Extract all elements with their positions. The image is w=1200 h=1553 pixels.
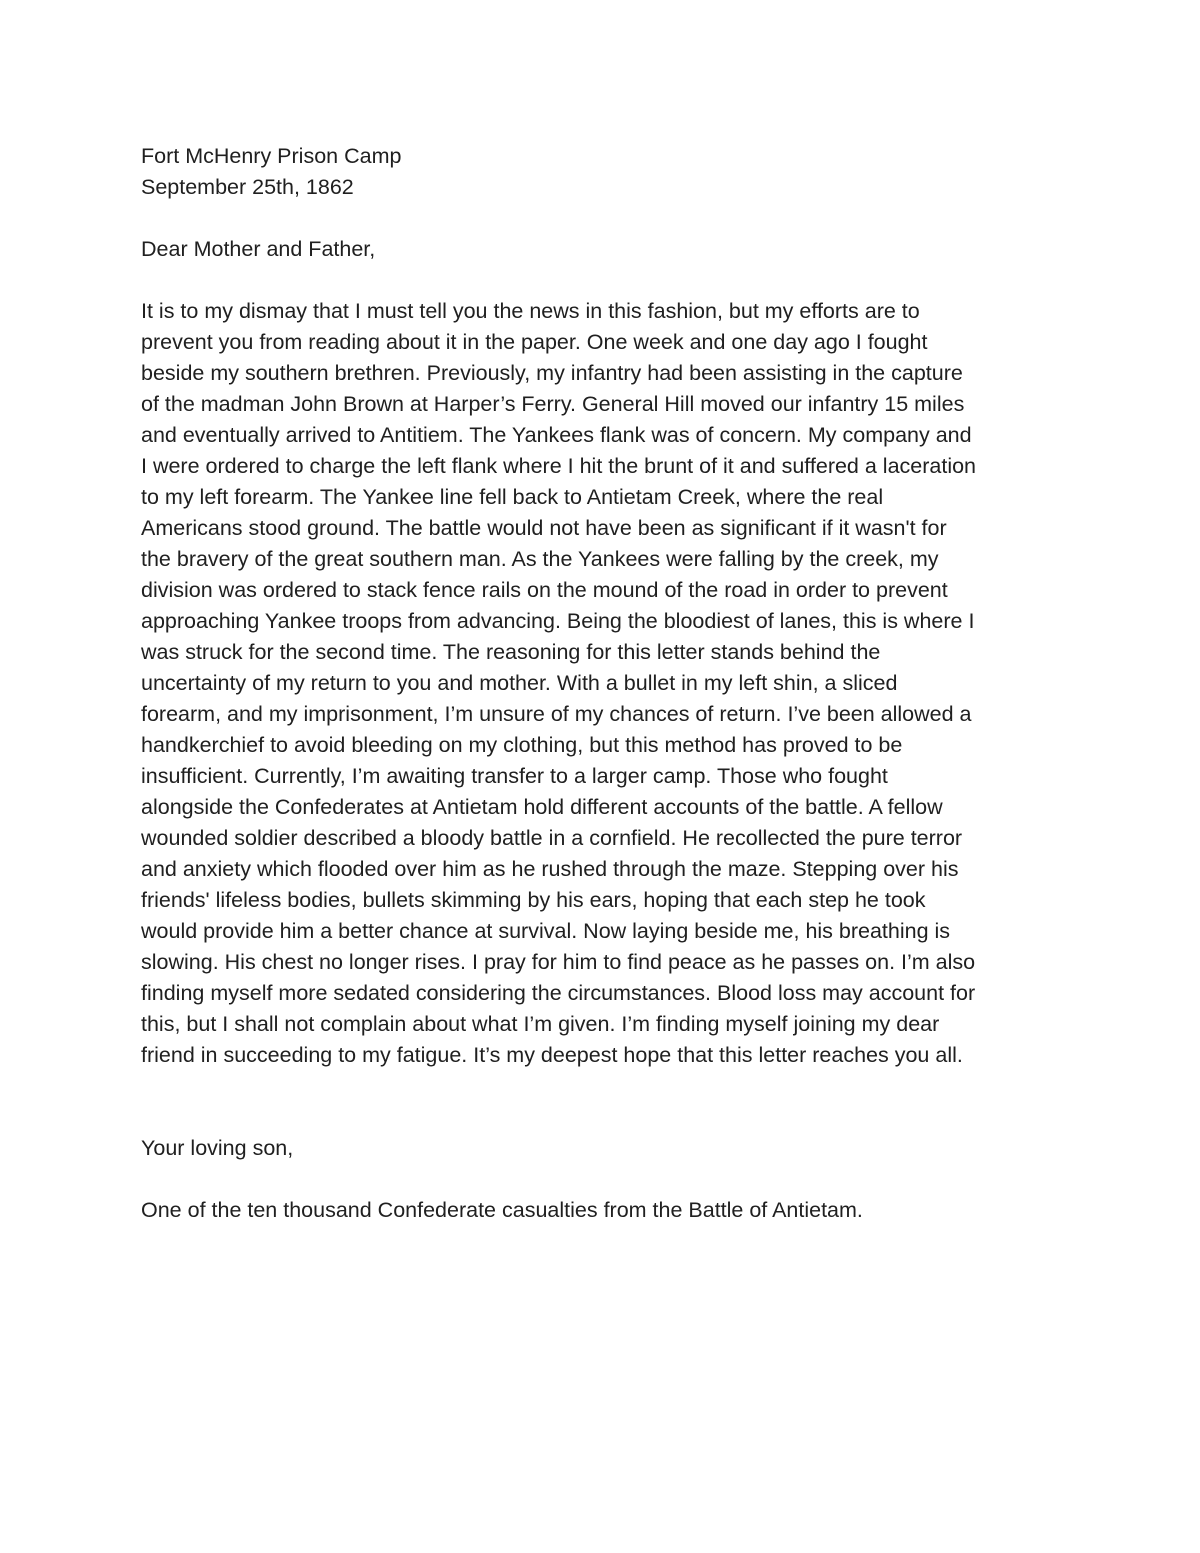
body-line: was struck for the second time. The reasoning for this letter stands behind the <box>141 640 881 664</box>
body-line: beside my southern brethren. Previously, my infantry had been assisting in the capture <box>141 361 963 385</box>
body-line: would provide him a better chance at survival. Now laying beside me, his breathing is <box>141 919 951 943</box>
body-line: alongside the Confederates at Antietam hold different accounts of the battle. A fellow <box>141 795 943 819</box>
body-line: handkerchief to avoid bleeding on my clothing, but this method has proved to be <box>141 733 903 757</box>
letter-location: Fort McHenry Prison Camp <box>141 144 402 168</box>
letter-date: September 25th, 1862 <box>141 175 354 199</box>
body-line: the bravery of the great southern man. As the Yankees were falling by the creek, my <box>141 547 939 571</box>
body-line: this, but I shall not complain about what I’m given. I’m finding myself joining my dear <box>141 1012 940 1036</box>
letter-signature: One of the ten thousand Confederate casualties from the Battle of Antietam. <box>141 1198 863 1222</box>
body-line: uncertainty of my return to you and mother. With a bullet in my left shin, a sliced <box>141 671 898 695</box>
body-line: and anxiety which flooded over him as he rushed through the maze. Stepping over his <box>141 857 959 881</box>
body-line: friend in succeeding to my fatigue. It’s my deepest hope that this letter reaches you all. <box>141 1043 963 1067</box>
body-line: slowing. His chest no longer rises. I pray for him to find peace as he passes on. I’m also <box>141 950 976 974</box>
body-line: division was ordered to stack fence rails on the mound of the road in order to prevent <box>141 578 948 602</box>
body-line: approaching Yankee troops from advancing. Being the bloodiest of lanes, this is where I <box>141 609 975 633</box>
spacer <box>141 265 1071 296</box>
letter <box>141 141 1071 1226</box>
body-line: wounded soldier described a bloody battle in a cornfield. He recollected the pure terror <box>141 826 963 850</box>
spacer <box>141 203 1071 234</box>
body-line: of the madman John Brown at Harper’s Ferry. General Hill moved our infantry 15 miles <box>141 392 965 416</box>
letter-salutation: Dear Mother and Father, <box>141 237 376 261</box>
body-line: It is to my dismay that I must tell you the news in this fashion, but my efforts are to <box>141 299 920 323</box>
body-line: and eventually arrived to Antitiem. The Yankees flank was of concern. My company and <box>141 423 972 447</box>
body-line: prevent you from reading about it in the paper. One week and one day ago I fought <box>141 330 928 354</box>
body-line: friends' lifeless bodies, bullets skimming by his ears, hoping that each step he took <box>141 888 926 912</box>
spacer <box>141 1071 1071 1133</box>
body-line: to my left forearm. The Yankee line fell back to Antietam Creek, where the real <box>141 485 884 509</box>
body-line: forearm, and my imprisonment, I’m unsure of my chances of return. I’ve been allowed a <box>141 702 972 726</box>
letter-body <box>141 296 1071 1071</box>
body-line: Americans stood ground. The battle would not have been as significant if it wasn't for <box>141 516 947 540</box>
letter-closing: Your loving son, <box>141 1136 294 1160</box>
spacer <box>141 1164 1071 1195</box>
body-line: insufficient. Currently, I’m awaiting transfer to a larger camp. Those who fought <box>141 764 888 788</box>
body-line: finding myself more sedated considering the circumstances. Blood loss may account for <box>141 981 976 1005</box>
body-line: I were ordered to charge the left flank where I hit the brunt of it and suffered a laceration <box>141 454 977 478</box>
